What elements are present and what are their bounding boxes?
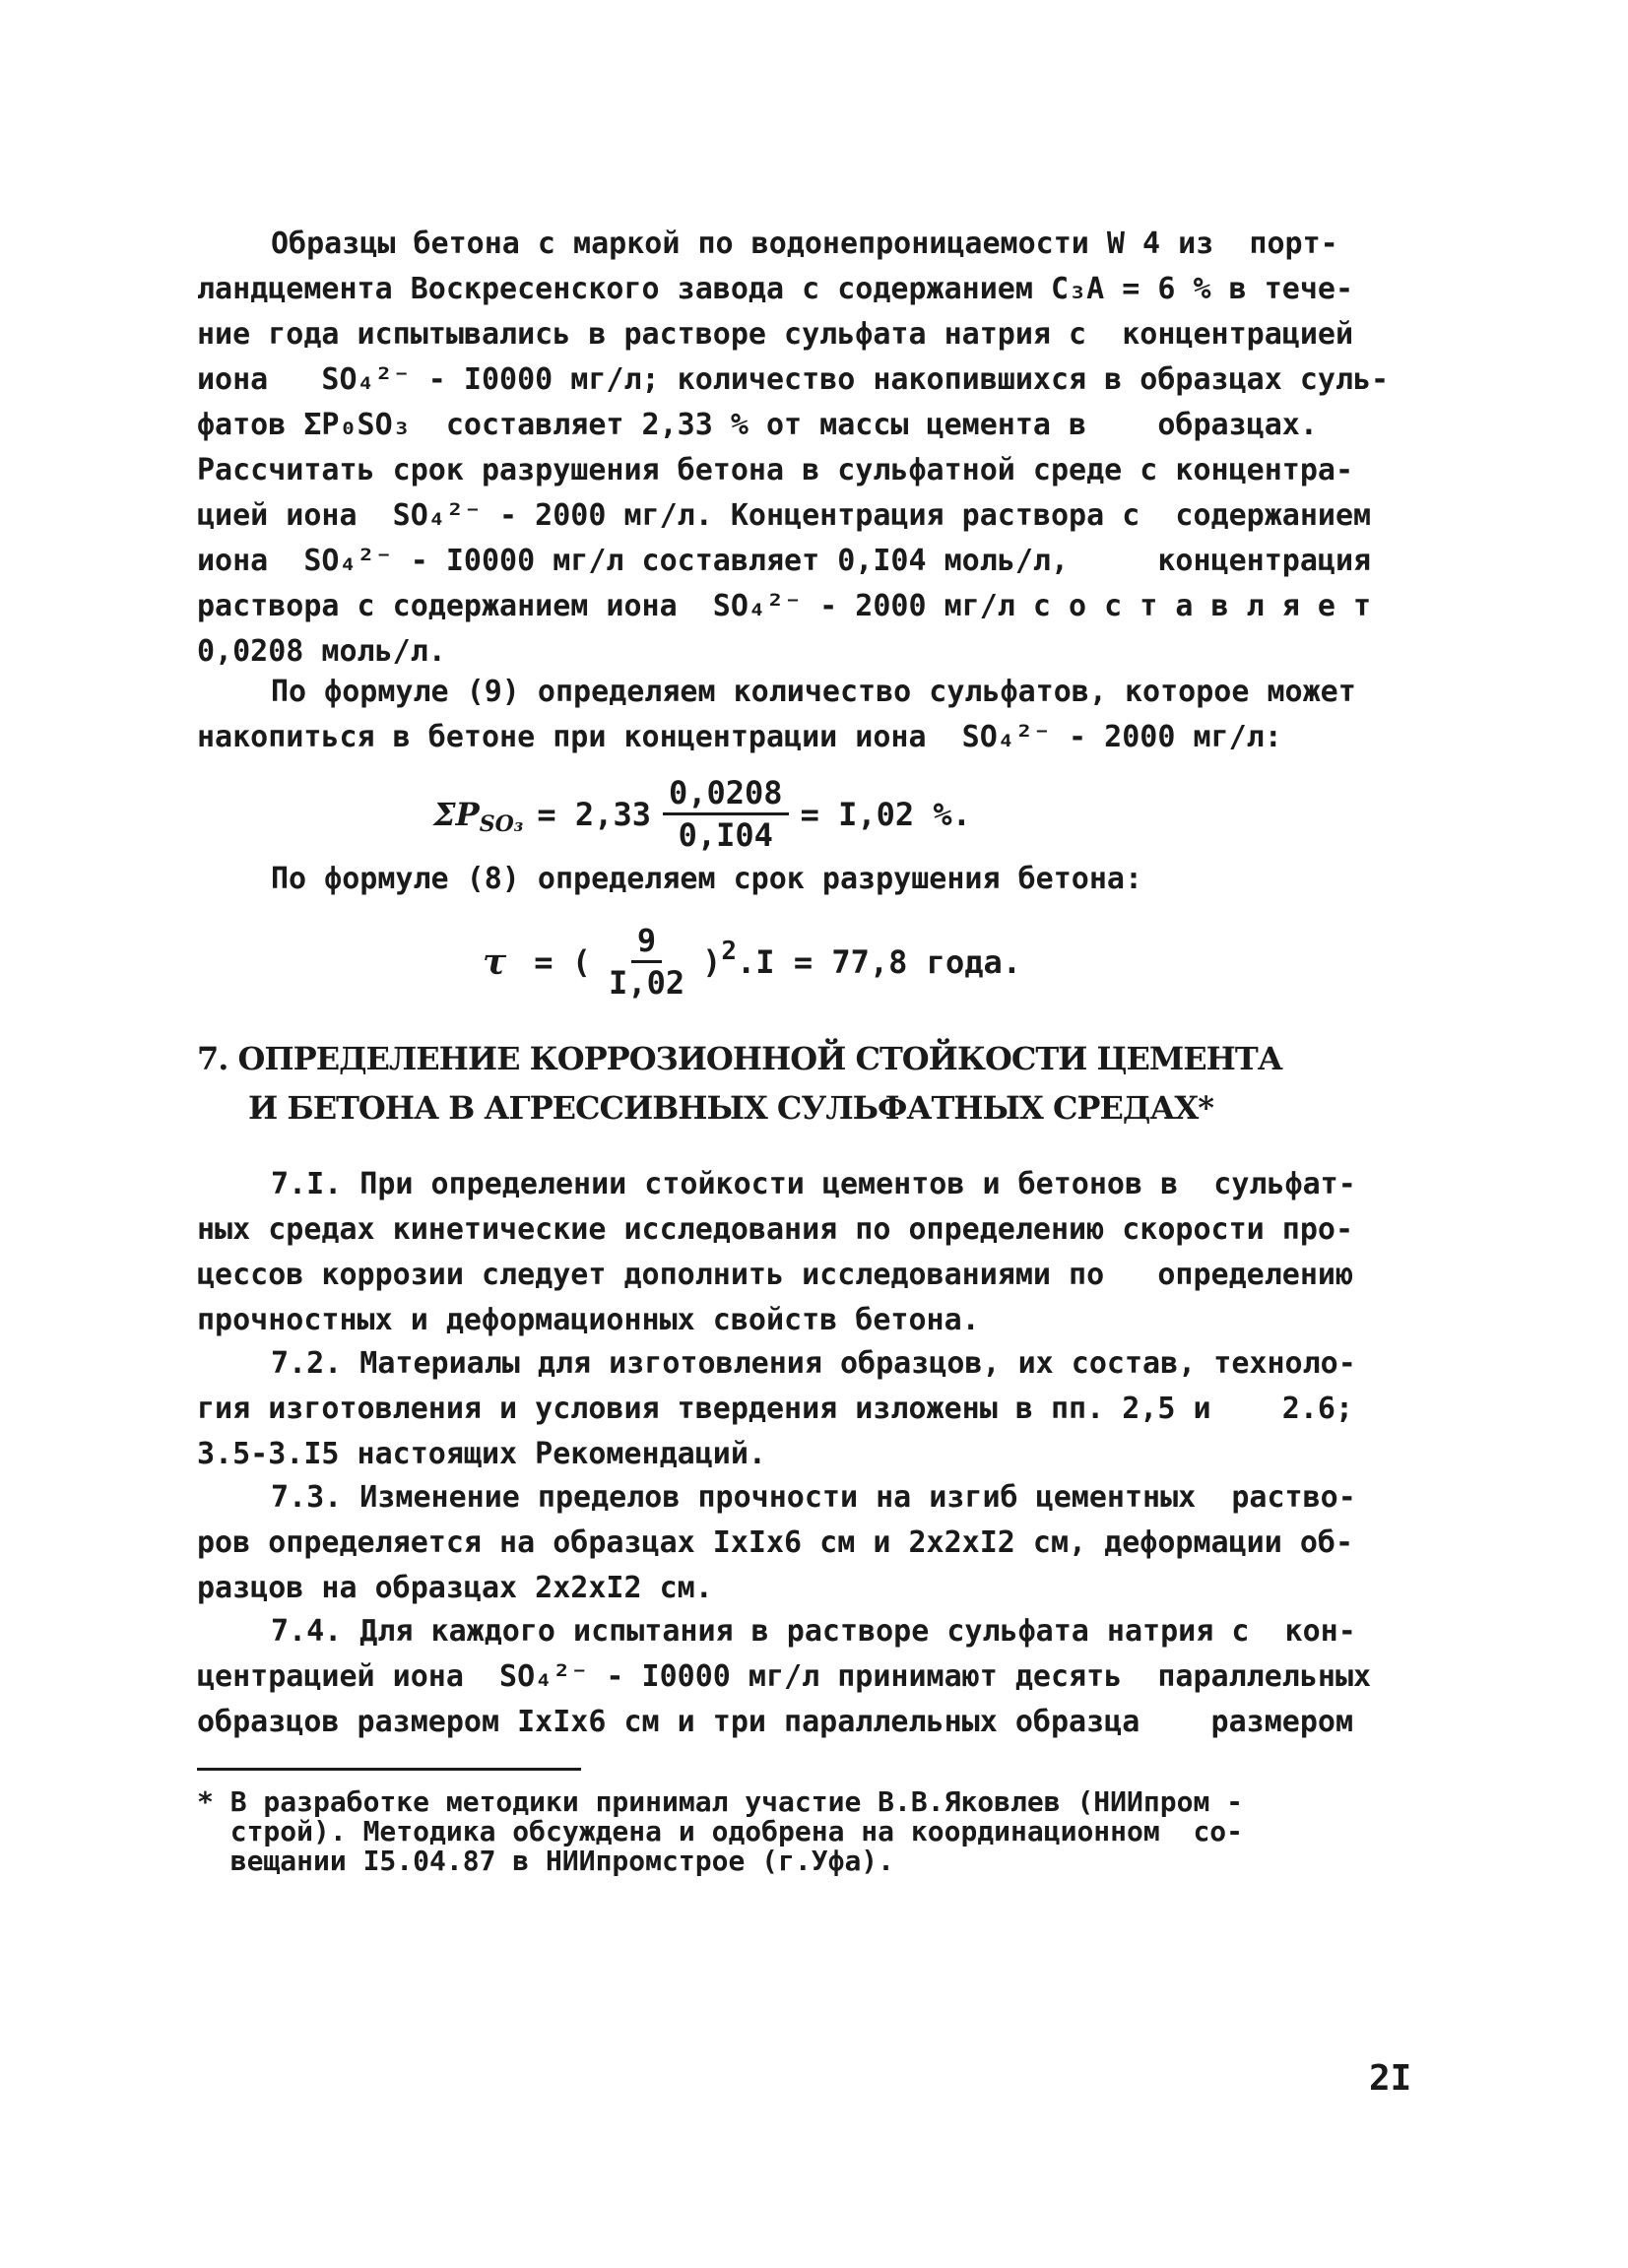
text-line: Рассчитать срок разрушения бетона в сульфатной среде с концентра- — [197, 453, 1353, 487]
paragraph-7-3 — [197, 1475, 1428, 1611]
text-line: центрацией иона SO₄²⁻ - I0000 мг/л принимают десять параллельных — [197, 1659, 1372, 1694]
formula-result: .I = 77,8 года. — [737, 942, 1021, 981]
fraction — [603, 921, 690, 1003]
text-line: прочностных и деформационных свойств бетона. — [197, 1303, 980, 1337]
text-line: цией иона SO₄²⁻ - 2000 мг/л. Концентрация раствора с содержанием — [197, 498, 1372, 533]
formula-lhs: τ — [483, 940, 507, 983]
heading-line: И БЕТОНА В АГРЕССИВНЫХ СУЛЬФАТНЫХ СРЕДАХ* — [248, 1089, 1213, 1127]
text-line: По формуле (8) определяем срок разрушения бетона: — [271, 862, 1143, 896]
footnote-line: строй). Методика обсуждена и одобрена на координационном со- — [197, 1815, 1244, 1847]
text-line: ние года испытывались в растворе сульфата натрия с концентрацией — [197, 317, 1353, 352]
formula-lhs-sub: SO₃ — [479, 810, 524, 837]
text-line: ров определяется на образцах IxIx6 см и 2x2xI2 см, деформации об- — [197, 1525, 1353, 1560]
formula-sulfates — [433, 773, 971, 855]
paragraph-example — [197, 222, 1428, 675]
formula-lhs: ΣP — [433, 795, 480, 833]
text-line: ных средах кинетические исследования по определению скорости про- — [197, 1212, 1353, 1247]
formula-coefficient: = 2,33 — [537, 795, 651, 833]
paragraph-7-1 — [197, 1162, 1428, 1343]
text-line: раствора с содержанием иона SO₄²⁻ - 2000 мг/л с о с т а в л я е т — [197, 589, 1372, 623]
text-line: 7.I. При определении стойкости цементов и бетонов в сульфат- — [271, 1167, 1356, 1201]
text-line: иона SO₄²⁻ - I0000 мг/л составляет 0,I04 моль/л, концентрация — [197, 544, 1372, 578]
footnote-line: вещании I5.04.87 в НИИпромстрое (г.Уфа). — [197, 1845, 895, 1877]
footnote — [197, 1787, 1418, 1876]
formula-result: = I,02 %. — [800, 795, 971, 833]
fraction-numerator: 9 — [631, 921, 662, 963]
text-line: 7.2. Материалы для изготовления образцов, их состав, техноло- — [271, 1346, 1356, 1381]
paragraph-formula8 — [197, 857, 1428, 902]
paragraph-7-2 — [197, 1341, 1428, 1477]
text-line: 7.3. Изменение пределов прочности на изгиб цементных раство- — [271, 1480, 1356, 1515]
page-number: 2I — [1369, 2058, 1412, 2099]
text-line: 7.4. Для каждого испытания в растворе сульфата натрия с кон- — [271, 1614, 1356, 1649]
formula-open: = ( — [534, 942, 592, 981]
formula-power: 2 — [721, 936, 738, 966]
text-line: ландцемента Воскресенского завода с содержанием C₃A = 6 % в тече- — [197, 272, 1353, 306]
formula-close: ) — [702, 942, 722, 981]
paragraph-formula9 — [197, 670, 1428, 760]
text-line: Образцы бетона с маркой по водонепроницаемости W 4 из порт- — [271, 227, 1338, 261]
section-heading — [197, 1034, 1282, 1133]
text-line: накопиться в бетоне при концентрации иона SO₄²⁻ - 2000 мг/л: — [197, 720, 1282, 754]
footnote-divider — [197, 1768, 581, 1771]
text-line: По формуле (9) определяем количество сульфатов, которое может — [271, 675, 1356, 709]
text-line: цессов коррозии следует дополнить исследованиями по определению — [197, 1258, 1353, 1292]
text-line: 3.5-3.I5 настоящих Рекомендаций. — [197, 1437, 766, 1471]
fraction-denominator: I,02 — [609, 964, 685, 1002]
text-line: фатов ΣP₀SO₃ составляет 2,33 % от массы цемента в образцах. — [197, 408, 1318, 442]
text-line: образцов размером IxIx6 см и три параллельных образца размером — [197, 1705, 1353, 1739]
footnote-line: * В разработке методики принимал участие В.В.Яковлев (НИИпром - — [197, 1785, 1244, 1818]
text-line: разцов на образцах 2x2xI2 см. — [197, 1571, 713, 1605]
formula-destruction-time — [483, 921, 1021, 1003]
text-line: гия изготовления и условия твердения изложены в пп. 2,5 и 2.6; — [197, 1392, 1353, 1426]
heading-line: 7. ОПРЕДЕЛЕНИЕ КОРРОЗИОННОЙ СТОЙКОСТИ ЦЕМЕНТА — [197, 1040, 1282, 1077]
text-line: иона SO₄²⁻ - I0000 мг/л; количество накопившихся в образцах суль- — [197, 362, 1390, 397]
fraction-numerator: 0,0208 — [663, 773, 789, 815]
fraction — [663, 773, 789, 855]
fraction-denominator: 0,I04 — [678, 816, 773, 854]
paragraph-7-4 — [197, 1609, 1428, 1745]
text-line: 0,0208 моль/л. — [197, 634, 446, 669]
